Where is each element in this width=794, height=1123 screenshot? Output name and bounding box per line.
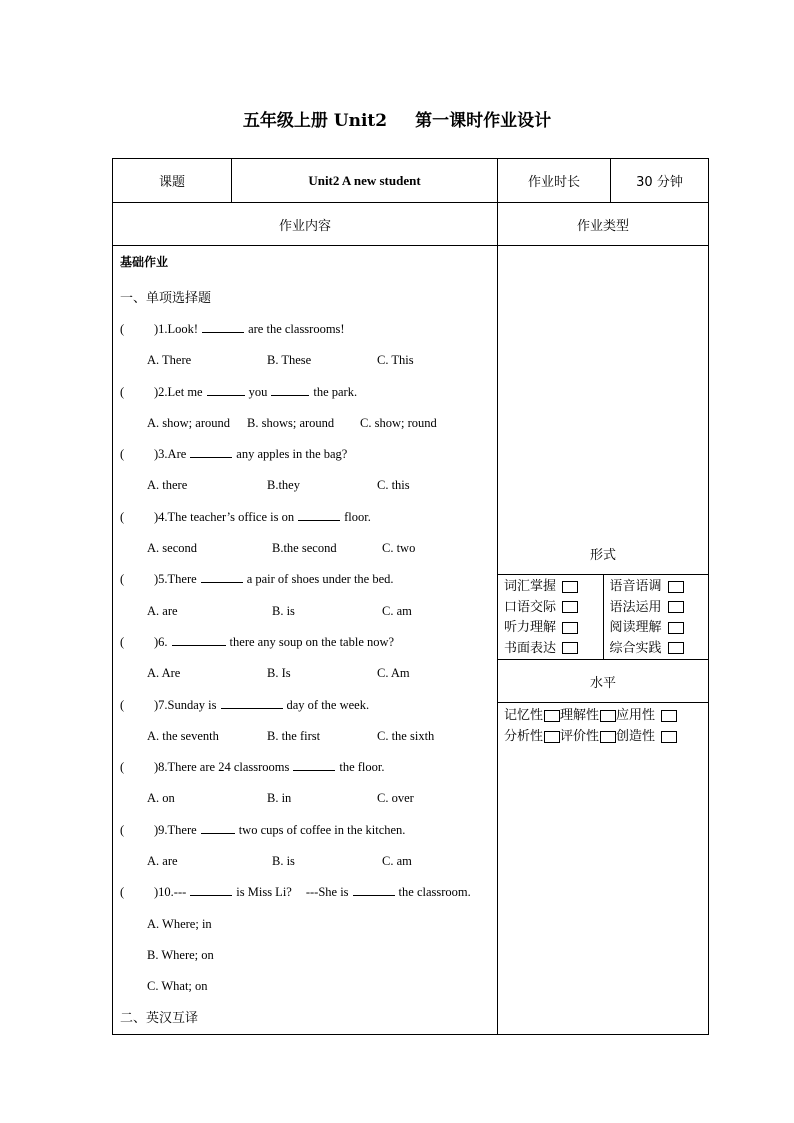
- option-row: [120, 783, 497, 814]
- type-header: 作业类型: [498, 203, 709, 246]
- answer-blank: [271, 383, 309, 396]
- answer-blank: [172, 633, 226, 646]
- option-row: [120, 721, 497, 752]
- question-text: is Miss Li?: [236, 885, 292, 900]
- topic-label: 课题: [113, 159, 232, 203]
- form-column-left: [498, 575, 603, 659]
- checkbox[interactable]: [544, 731, 560, 743]
- question-item: [120, 502, 497, 533]
- option-b: B. is: [272, 854, 295, 869]
- checkbox[interactable]: [668, 642, 684, 654]
- page-title: [0, 106, 794, 131]
- question-text: there any soup on the table now?: [229, 634, 395, 649]
- question-text: a pair of shoes under the bed.: [246, 572, 394, 587]
- option-b: B. in: [267, 791, 292, 806]
- option-c: C. am: [382, 854, 412, 869]
- section-multiple-choice: 一、单项选择题: [120, 291, 212, 306]
- option-b: B. is: [272, 603, 295, 618]
- question-text: day of the week.: [286, 697, 370, 712]
- question-item: [120, 877, 497, 908]
- level-row-2: [504, 726, 708, 747]
- option-row: [120, 470, 497, 501]
- question-text: ---She is: [305, 885, 349, 900]
- answer-bracket[interactable]: (: [120, 634, 125, 649]
- question-text: are the classrooms!: [248, 322, 345, 336]
- question-item: [120, 439, 497, 470]
- question-text: )6.: [154, 634, 168, 649]
- option-a: A. there: [147, 478, 188, 493]
- option-a: A. second: [147, 541, 197, 556]
- option-a: A. Are: [147, 666, 181, 681]
- option-row: [120, 658, 497, 689]
- answer-blank: [201, 821, 235, 834]
- level-option-label: 理解性: [560, 708, 600, 724]
- checkbox[interactable]: [562, 601, 578, 613]
- answer-blank: [190, 883, 232, 896]
- form-option: [504, 598, 603, 619]
- form-option: [610, 598, 709, 619]
- option-row: [120, 345, 497, 376]
- checkbox[interactable]: [544, 710, 560, 722]
- option-text: C. What; on: [147, 979, 208, 994]
- content-cell: [113, 246, 498, 1035]
- answer-bracket[interactable]: (: [120, 822, 125, 837]
- level-option-label: 分析性: [504, 729, 544, 745]
- form-column-right: [603, 575, 709, 659]
- question-text: the classroom.: [398, 885, 471, 900]
- option-c: C. Am: [377, 666, 410, 681]
- question-item: [120, 564, 497, 595]
- checkbox[interactable]: [661, 731, 677, 743]
- question-text: )5.There: [154, 572, 197, 587]
- title-part2: 第一课时作业设计: [415, 111, 552, 131]
- form-option-label: 听力理解: [504, 620, 557, 636]
- form-option: [504, 639, 603, 660]
- form-option: [504, 577, 603, 598]
- option-row: [120, 533, 497, 564]
- question-text: )10.---: [154, 885, 187, 900]
- form-option: [610, 618, 709, 639]
- option-a: [120, 909, 497, 940]
- form-option: [610, 639, 709, 660]
- basic-homework-label: 基础作业: [120, 255, 169, 269]
- question-text: the park.: [313, 384, 358, 399]
- answer-blank: [201, 570, 243, 583]
- option-a: A. on: [147, 791, 175, 806]
- duration-value: 30 分钟: [611, 159, 709, 203]
- option-c: C. am: [382, 603, 412, 618]
- answer-bracket[interactable]: (: [120, 697, 125, 712]
- option-a: A. There: [147, 353, 192, 368]
- question-text: any apples in the bag?: [236, 447, 348, 462]
- checkbox[interactable]: [600, 710, 616, 722]
- question-text: )4.The teacher’s office is on: [154, 509, 295, 524]
- checkbox[interactable]: [562, 581, 578, 593]
- answer-blank: [293, 758, 335, 771]
- level-option-label: 创造性: [616, 729, 656, 745]
- answer-bracket[interactable]: (: [120, 509, 125, 524]
- form-option: [610, 577, 709, 598]
- checkbox[interactable]: [661, 710, 677, 722]
- option-c: C. the sixth: [377, 728, 435, 743]
- form-option-label: 语法运用: [609, 599, 662, 615]
- option-a: A. are: [147, 603, 178, 618]
- level-options: [498, 703, 708, 747]
- topic-value: Unit2 A new student: [232, 159, 498, 203]
- question-item: [120, 377, 497, 408]
- option-a: A. show; around: [147, 415, 230, 430]
- form-option-label: 综合实践: [609, 640, 662, 656]
- form-option-label: 口语交际: [504, 599, 557, 615]
- form-option: [504, 618, 603, 639]
- option-c: C. over: [377, 791, 414, 806]
- exercise-content: [113, 246, 497, 1034]
- level-option-label: 评价性: [560, 729, 600, 745]
- question-text: )8.There are 24 classrooms: [154, 760, 290, 775]
- question-item: [120, 815, 497, 846]
- form-option-label: 阅读理解: [609, 620, 662, 636]
- answer-blank: [353, 883, 395, 896]
- question-item: [120, 752, 497, 783]
- form-option-label: 语音语调: [609, 579, 662, 595]
- question-item: [120, 690, 497, 721]
- option-row: [120, 846, 497, 877]
- option-b: B. These: [267, 353, 312, 368]
- option-b: B.the second: [272, 541, 337, 556]
- option-b: B. shows; around: [247, 415, 335, 430]
- checkbox[interactable]: [668, 601, 684, 613]
- option-a: A. are: [147, 854, 178, 869]
- answer-blank: [202, 320, 244, 333]
- duration-label: 作业时长: [498, 159, 611, 203]
- option-b: B. Is: [267, 666, 291, 681]
- answer-bracket[interactable]: (: [120, 322, 125, 336]
- option-text: A. Where; in: [147, 916, 212, 931]
- option-c: [120, 971, 497, 1002]
- form-option-label: 词汇掌握: [504, 579, 557, 595]
- option-row: [120, 596, 497, 627]
- question-text: )1.Look!: [154, 322, 199, 336]
- checkbox[interactable]: [600, 731, 616, 743]
- option-c: C. This: [377, 353, 414, 368]
- question-item: [120, 627, 497, 658]
- answer-blank: [221, 696, 283, 709]
- section-translation: 二、英汉互译: [120, 1010, 199, 1026]
- question-text: two cups of coffee in the kitchen.: [238, 822, 406, 837]
- answer-bracket[interactable]: (: [120, 572, 125, 587]
- homework-table: [112, 158, 709, 1035]
- answer-blank: [207, 383, 245, 396]
- option-b: B.they: [267, 478, 300, 493]
- answer-bracket[interactable]: (: [120, 760, 125, 775]
- level-option-label: 记忆性: [504, 708, 544, 724]
- question-text: you: [248, 384, 268, 399]
- answer-bracket[interactable]: (: [120, 447, 125, 462]
- form-label: 形式: [498, 532, 708, 575]
- form-grid: [498, 575, 708, 660]
- question-text: floor.: [344, 509, 371, 524]
- question-text: )7.Sunday is: [154, 697, 217, 712]
- checkbox[interactable]: [562, 622, 578, 634]
- type-cell: [498, 246, 709, 1035]
- option-b: [120, 940, 497, 971]
- level-option-label: 应用性: [616, 708, 656, 724]
- question-list: [120, 314, 497, 1003]
- option-text: B. Where; on: [147, 947, 214, 962]
- title-part1: 五年级上册 Unit2: [242, 111, 388, 131]
- option-a: A. the seventh: [147, 728, 219, 743]
- content-header: 作业内容: [113, 203, 498, 246]
- answer-bracket[interactable]: (: [120, 885, 125, 900]
- question-text: )3.Are: [154, 447, 187, 462]
- checkbox[interactable]: [562, 642, 578, 654]
- checkbox[interactable]: [668, 581, 684, 593]
- level-label: 水平: [498, 660, 708, 703]
- option-c: C. show; round: [360, 415, 437, 430]
- option-b: B. the first: [267, 728, 321, 743]
- level-row-1: [504, 705, 708, 726]
- question-text: )9.There: [154, 822, 197, 837]
- checkbox[interactable]: [668, 622, 684, 634]
- answer-blank: [298, 508, 340, 521]
- answer-blank: [190, 445, 232, 458]
- form-option-label: 书面表达: [504, 640, 557, 656]
- option-c: C. two: [382, 541, 416, 556]
- answer-bracket[interactable]: (: [120, 384, 125, 399]
- option-c: C. this: [377, 478, 410, 493]
- question-item: [120, 314, 497, 345]
- option-row: [120, 408, 497, 439]
- question-text: the floor.: [339, 760, 385, 775]
- question-text: )2.Let me: [154, 384, 203, 399]
